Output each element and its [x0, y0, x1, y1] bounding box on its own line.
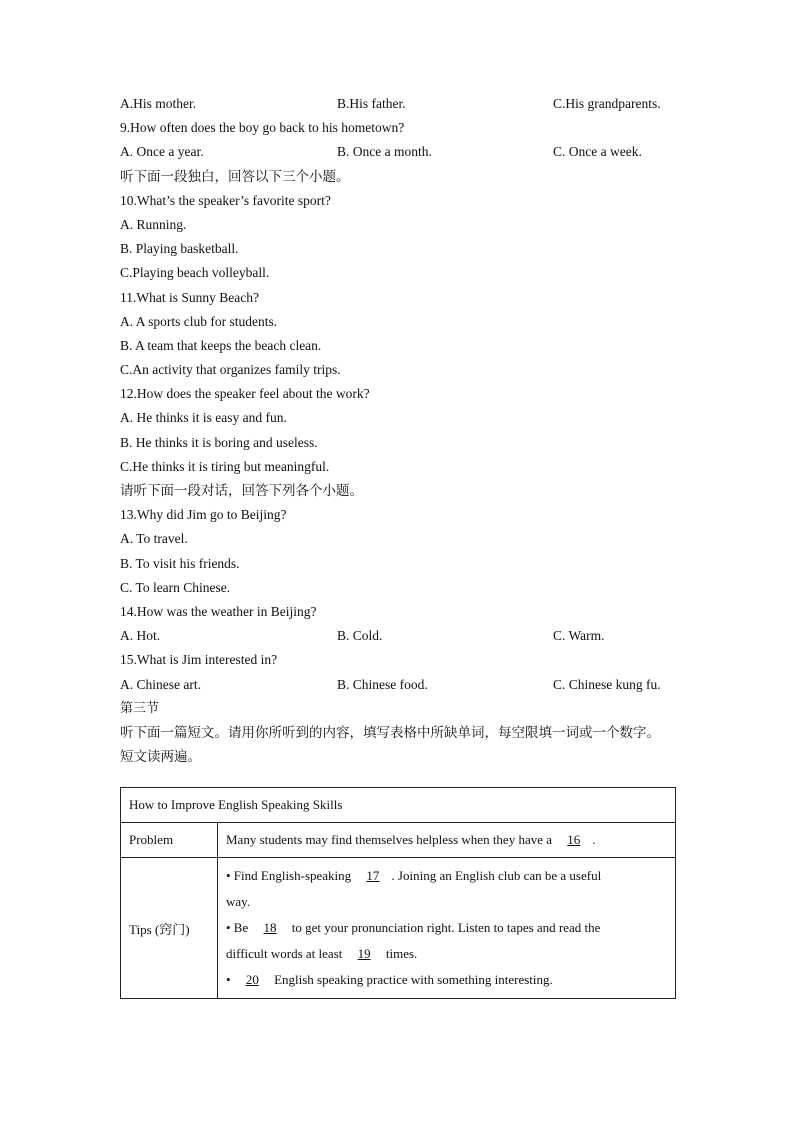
tip3-pre: • [226, 972, 234, 987]
tip-2-wrap [226, 941, 667, 967]
tip2-pre: • Be [226, 920, 252, 935]
option-c: C. Once a week. [553, 144, 642, 160]
q15-options [120, 673, 676, 697]
q11-option-b: B. A team that keeps the beach clean. [120, 337, 322, 353]
blank-20: 20 [245, 972, 259, 987]
q11-option-a: A. A sports club for students. [120, 313, 278, 329]
option-b: B.His father. [337, 96, 406, 111]
question-10: 10.What’s the speaker’s favorite sport? [120, 192, 331, 208]
problem-label: Problem [121, 823, 218, 858]
tip1-pre: • Find English-speaking [226, 868, 355, 883]
tip1-post: . Joining an English club can be a useful [391, 868, 602, 883]
monologue-instruction: 听下面一段独白，回答以下三个小题。 [120, 168, 350, 185]
tip3-post: English speaking practice with something interesting. [270, 972, 553, 987]
tip-2 [226, 915, 667, 941]
tip-1 [226, 863, 667, 889]
problem-end: . [592, 832, 596, 847]
blank-19: 19 [357, 946, 371, 961]
question-11: 11.What is Sunny Beach? [120, 289, 259, 305]
section-instruction: 听下面一篇短文。请用你所听到的内容，填写表格中所缺单词，每空限填一词或一个数字。 [120, 724, 660, 741]
q10-option-c: C.Playing beach volleyball. [120, 265, 270, 281]
option-b: B. Cold. [337, 628, 383, 644]
q13-option-b: B. To visit his friends. [120, 555, 240, 571]
q14-options [120, 624, 676, 648]
question-12: 12.How does the speaker feel about the work? [120, 386, 370, 402]
tip2-wrap-post: times. [382, 946, 418, 961]
tip2-wrap-pre: difficult words at least [226, 946, 346, 961]
blank-18: 18 [263, 920, 277, 935]
blank-17: 17 [366, 868, 380, 883]
q13-option-c: C. To learn Chinese. [120, 579, 231, 595]
question-14: 14.How was the weather in Beijing? [120, 603, 317, 619]
option-a: A. Once a year. [120, 144, 204, 160]
q8-options [120, 92, 676, 116]
tips-label: Tips (窍门) [121, 858, 218, 999]
option-c: C.His grandparents. [553, 96, 661, 111]
tip2-post: to get your pronunciation right. Listen to tapes and read the [288, 920, 601, 935]
tip-3 [226, 967, 667, 993]
q12-option-c: C.He thinks it is tiring but meaningful. [120, 458, 330, 474]
section-heading: 第三节 [120, 700, 160, 716]
option-b: B. Chinese food. [337, 676, 428, 692]
dialogue-instruction: 请听下面一段对话，回答下列各个小题。 [120, 483, 363, 499]
problem-text: Many students may find themselves helpless when they have a [226, 832, 556, 847]
exam-page [120, 92, 676, 769]
question-13: 13.Why did Jim go to Beijing? [120, 507, 287, 523]
option-b: B. Once a month. [337, 144, 432, 160]
skills-table [120, 787, 676, 999]
option-c: C. Warm. [553, 628, 605, 644]
q13-option-a: A. To travel. [120, 531, 188, 547]
q9-options [120, 140, 676, 164]
option-a: A. Chinese art. [120, 676, 201, 692]
problem-cell [218, 823, 676, 858]
section-instruction-cont: 短文读两遍。 [120, 749, 201, 766]
option-a: A. Hot. [120, 628, 161, 644]
option-c: C. Chinese kung fu. [553, 676, 661, 692]
option-a: A.His mother. [120, 96, 197, 111]
question-9: 9.How often does the boy go back to his hometown? [120, 120, 405, 136]
blank-16: 16 [567, 832, 581, 847]
q10-option-a: A. Running. [120, 216, 187, 232]
q12-option-b: B. He thinks it is boring and useless. [120, 434, 318, 450]
q10-option-b: B. Playing basketball. [120, 241, 239, 257]
table-title: How to Improve English Speaking Skills [121, 788, 676, 823]
q12-option-a: A. He thinks it is easy and fun. [120, 410, 287, 426]
q11-option-c: C.An activity that organizes family trips. [120, 362, 341, 378]
question-15: 15.What is Jim interested in? [120, 652, 278, 668]
tips-cell [218, 858, 676, 999]
tip-1-wrap: way. [226, 894, 251, 909]
